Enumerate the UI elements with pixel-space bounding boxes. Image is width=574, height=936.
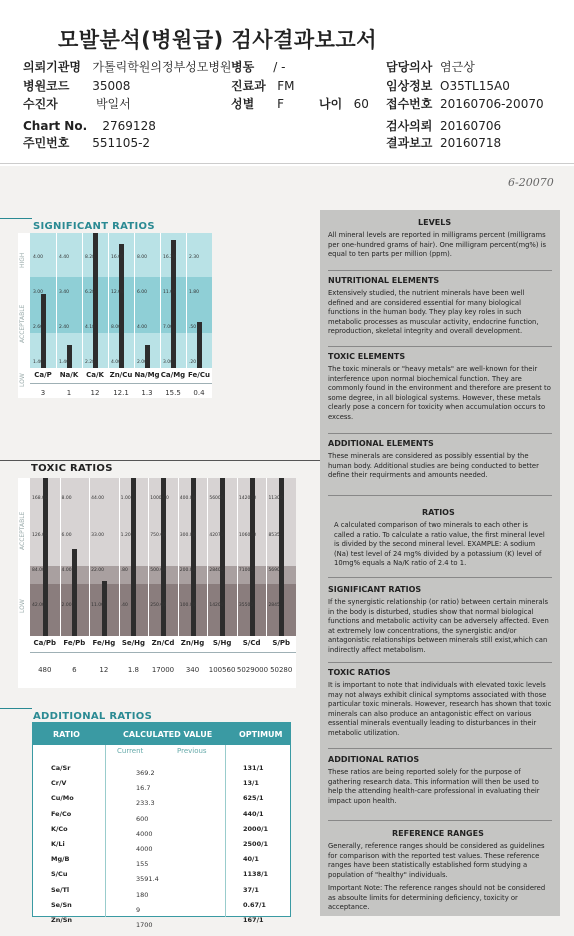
tick-label: 126.00 <box>32 533 48 538</box>
column-divider <box>82 233 83 368</box>
tick-label: 1.00 <box>120 496 131 501</box>
significant-ratios-title: SIGNIFICANT RATIOS <box>33 221 155 232</box>
nutritional-heading: NUTRITIONAL ELEMENTS <box>328 276 440 285</box>
ratio-current: 16.7 <box>136 784 151 793</box>
info-hospital-code: 병원코드 35008 <box>23 79 131 93</box>
tick-label: 8.00 <box>111 325 122 330</box>
ratio-label: Ca/Mg <box>160 371 186 379</box>
tick-label: 106080 <box>238 533 257 538</box>
tick-label: 1000.00 <box>150 496 169 501</box>
tick-label: 8.28 <box>85 255 96 260</box>
ratio-bar <box>102 581 107 636</box>
info-requested: 검사의뢰 20160706 <box>386 119 502 133</box>
info-patient: 수진자 박일서 <box>23 97 131 111</box>
column-divider <box>56 233 57 368</box>
tick-label: 300.00 <box>179 533 196 538</box>
tick-label: 28400 <box>209 568 224 573</box>
tick-label: 250.00 <box>150 603 166 608</box>
ratio-value: 12 <box>90 389 100 397</box>
toxic-elements-text: The toxic minerals or "heavy metals" are well-known for their interference upon normal biochemical function. They are commonly found in the environment and therefore are present to some degree, in all biological systems. However, these metals clearly pose a concern for toxicity when accumulation occurs to excess. <box>328 365 551 421</box>
tick-label: 33.00 <box>91 533 104 538</box>
col-divider <box>105 745 106 917</box>
tick-label: 11.00 <box>91 603 104 608</box>
column-divider <box>237 478 238 636</box>
ratio-bar <box>197 322 202 368</box>
tick-label: 44.00 <box>91 496 104 501</box>
divider <box>328 495 552 496</box>
tick-label: 16.00 <box>111 255 124 260</box>
info-department: 진료과 FM <box>231 79 295 93</box>
ratio-name: S/Cu <box>51 870 68 879</box>
column-divider <box>89 478 90 636</box>
tick-label: 5690 <box>268 568 280 573</box>
ratio-value: 17000 <box>151 666 175 674</box>
ratio-bar <box>72 549 77 636</box>
ratio-value: 1 <box>66 389 72 397</box>
column-divider <box>148 478 149 636</box>
sub-previous: Previous <box>177 747 207 755</box>
toxic-ratios-chart <box>18 478 296 688</box>
ratio-name: K/Li <box>51 840 65 848</box>
column-divider <box>186 233 187 368</box>
section-rule <box>0 708 32 709</box>
column-divider <box>160 233 161 368</box>
ratio-bar <box>43 478 48 636</box>
toxic-ratios-text: It is important to note that individuals with elevated toxic levels may not always exhibit clinical symptoms associated with those particular toxic minerals. However, research has shown that toxic minerals can also produce an antagonistic effect on various essential minerals eventually leading to disturbances in their metabolic utilization. <box>328 681 552 737</box>
tick-label: 42.00 <box>32 603 45 608</box>
ratio-name: Mg/B <box>51 855 70 864</box>
col-divider <box>225 745 226 917</box>
ratio-name: Se/Tl <box>51 885 70 894</box>
info-sex: 성별 F <box>231 97 284 111</box>
tick-label: 6.00 <box>61 533 72 538</box>
additional-ratios-heading: ADDITIONAL RATIOS <box>328 755 420 764</box>
ratio-label: Ca/P <box>34 371 52 379</box>
ratio-value: 15.5 <box>165 389 181 397</box>
ratio-name: Ca/Sr <box>51 764 71 772</box>
ratio-label: Fe/Pb <box>63 639 86 647</box>
ratio-value: 6 <box>72 666 77 674</box>
column-divider <box>119 478 120 636</box>
tick-label: 1.80 <box>189 290 200 295</box>
row-divider <box>30 383 212 384</box>
zone-label-acceptable: ACCEPTABLE <box>19 304 26 343</box>
ratio-optimum: 440/1 <box>243 809 264 818</box>
tick-label: 750.00 <box>150 533 166 538</box>
info-chart-no: Chart No. 2769128 <box>23 119 156 133</box>
column-divider <box>207 478 208 636</box>
info-doctor: 담당의사 염근상 <box>386 60 475 74</box>
column-divider <box>60 478 61 636</box>
tick-label: 42070 <box>209 533 224 538</box>
row-divider <box>30 652 296 653</box>
ratio-bar <box>119 244 124 368</box>
ratio-current: 180 <box>136 890 149 899</box>
tick-label: 11300 <box>268 496 283 501</box>
ratio-value: 480 <box>38 666 52 674</box>
ratio-bar <box>279 478 284 636</box>
tick-label: 4.00 <box>33 255 44 260</box>
tick-label: 1.20 <box>120 533 131 538</box>
tick-label: 3.00 <box>33 290 44 295</box>
ratio-label: S/Hg <box>212 639 232 647</box>
divider <box>328 346 552 347</box>
ratio-optimum: 1138/1 <box>243 870 268 879</box>
nutritional-text: Extensively studied, the nutrient minerals have been well defined and are considered essential for many biological functions in the human body. They play key roles in such metabolic processes as muscular activity, endocrine function, reproduction, skeletal integrity and overall development. <box>328 289 539 335</box>
tick-label: 100.00 <box>179 603 196 608</box>
ratio-label: Fe/Hg <box>92 639 116 647</box>
col-optimum: OPTIMUM <box>239 730 283 739</box>
tick-label: 8.00 <box>137 255 148 260</box>
divider <box>328 662 552 663</box>
ratio-optimum: 131/1 <box>243 764 264 772</box>
ratio-value: 5029000 <box>236 666 269 674</box>
ratio-value: 12 <box>99 666 109 674</box>
ratio-current: 4000 <box>136 829 153 838</box>
ratio-optimum: 167/1 <box>243 916 264 924</box>
ratios-heading: RATIOS <box>422 508 455 517</box>
col-ratio: RATIO <box>53 730 80 739</box>
tick-label: 8.00 <box>61 496 72 501</box>
ratio-current: 9 <box>136 905 141 914</box>
ratio-label: S/Pb <box>272 639 291 647</box>
info-accession: 접수번호 20160706-20070 <box>386 97 544 111</box>
tick-label: 500.00 <box>150 568 166 573</box>
sub-current: Current <box>117 747 144 755</box>
zone-label-high: HIGH <box>19 252 26 268</box>
ratio-label: Ca/Pb <box>33 639 57 647</box>
divider <box>328 270 552 271</box>
tick-label: 14200 <box>209 603 224 608</box>
ratio-value: 50280 <box>270 666 293 674</box>
ratio-name: Cr/V <box>51 779 67 788</box>
tick-label: 3.00 <box>163 360 174 365</box>
tick-label: 4.00 <box>61 568 72 573</box>
additional-elements-text: These minerals are considered as possibly essential by the human body. Additional studies are being conducted to better define their requirments and amounts needed. <box>328 452 539 479</box>
tick-label: 142000 <box>238 496 257 501</box>
divider <box>328 433 552 434</box>
ratio-label: Zn/Hg <box>180 639 205 647</box>
tick-label: 4.00 <box>137 325 148 330</box>
tick-label: 2.28 <box>85 360 96 365</box>
ratio-label: Na/Mg <box>134 371 160 379</box>
ratio-bar <box>161 478 166 636</box>
zone-label-low: LOW <box>19 373 26 387</box>
column-divider <box>178 478 179 636</box>
ratio-label: Zn/Cd <box>151 639 175 647</box>
ratio-name: Fe/Co <box>51 809 72 818</box>
ratio-label: Zn/Cu <box>109 371 133 379</box>
tick-label: 56000 <box>209 496 224 501</box>
tick-label: 1.40 <box>59 360 70 365</box>
tick-label: 4.00 <box>111 360 122 365</box>
col-calculated: CALCULATED VALUE <box>123 730 213 739</box>
tick-label: 168.00 <box>32 496 48 501</box>
info-age: 나이 60 <box>319 97 369 111</box>
tick-label: 8535 <box>268 533 280 538</box>
tick-label: 1.40 <box>33 360 44 365</box>
tick-label: 4.40 <box>59 255 70 260</box>
handwritten-note: 6-20070 <box>508 176 554 189</box>
header-divider <box>0 163 574 164</box>
additional-ratios-table <box>32 722 291 929</box>
info-institution: 의뢰기관명 가톨릭학원의정부성모병원 <box>23 60 232 74</box>
column-divider <box>108 233 109 368</box>
ratio-optimum: 2500/1 <box>243 840 268 848</box>
ratio-label: Na/K <box>59 371 79 379</box>
tick-label: 11.00 <box>163 290 176 295</box>
zone-label-low: LOW <box>19 599 26 613</box>
ratio-name: Se/Sn <box>51 900 72 909</box>
column-divider <box>134 233 135 368</box>
reference-text: Generally, reference ranges should be considered as guidelines for comparison with the reported test values. These reference ranges have been statistically established form studying a population of "healthy" individuals. <box>328 842 545 879</box>
ratio-current: 600 <box>136 814 149 823</box>
ratio-value: 12.1 <box>113 389 129 397</box>
section-rule <box>0 460 320 461</box>
tick-label: 2.00 <box>137 360 148 365</box>
tick-label: .80 <box>120 568 128 573</box>
ratio-name: K/Co <box>51 824 68 833</box>
ratio-current: 369.2 <box>136 769 155 777</box>
ratio-current: 3591.4 <box>136 875 159 884</box>
levels-heading: LEVELS <box>418 218 452 227</box>
section-rule <box>0 218 32 219</box>
tick-label: 71000 <box>238 568 254 573</box>
tick-label: 16.20 <box>163 255 176 260</box>
additional-elements-heading: ADDITIONAL ELEMENTS <box>328 439 434 448</box>
ratio-label: Se/Hg <box>121 639 146 647</box>
divider <box>328 820 552 821</box>
tick-label: .40 <box>120 603 128 608</box>
tick-label: 3.40 <box>59 290 70 295</box>
info-resident-id: 주민번호 551105-2 <box>23 136 151 150</box>
ratio-optimum: 40/1 <box>243 855 259 864</box>
ratio-optimum: 0.67/1 <box>243 900 266 909</box>
tick-label: 35500 <box>238 603 254 608</box>
ratio-optimum: 13/1 <box>243 779 259 788</box>
legend-panel <box>320 210 560 916</box>
tick-label: 22.00 <box>91 568 104 573</box>
ratio-current: 233.3 <box>136 799 155 808</box>
ratio-optimum: 2000/1 <box>243 824 268 833</box>
ratio-label: Fe/Cu <box>188 371 210 379</box>
ratio-bar <box>220 478 225 636</box>
ratio-bar <box>131 478 136 636</box>
zone-label-acceptable: ACCEPTABLE <box>19 511 26 550</box>
tick-label: 7.00 <box>163 325 174 330</box>
additional-ratios-text: These ratios are being reported solely for the purpose of gathering research data. This information will then be used to help the attending health-care professional in evaluating their impact upon health. <box>328 768 540 805</box>
toxic-ratios-title: TOXIC RATIOS <box>31 463 113 474</box>
ratio-value: 1.8 <box>127 666 139 674</box>
ratio-bar <box>93 233 98 368</box>
ratio-value: 340 <box>185 666 200 674</box>
important-note: Important Note: The reference ranges should not be considered as absoulte limits for determining deficiency, toxicity or acceptance. <box>328 884 546 911</box>
ratio-value: 1.3 <box>141 389 153 397</box>
tick-label: .50 <box>189 325 197 330</box>
table-header <box>33 723 290 745</box>
tick-label: 2.40 <box>59 325 70 330</box>
ratio-bar <box>41 294 46 368</box>
tick-label: 200.00 <box>179 568 196 573</box>
column-divider <box>266 478 267 636</box>
reference-heading: REFERENCE RANGES <box>392 829 484 838</box>
tick-label: 4.18 <box>85 325 96 330</box>
significant-ratios-chart <box>18 233 212 398</box>
additional-ratios-title: ADDITIONAL RATIOS <box>33 711 153 722</box>
tick-label: 2845 <box>268 603 280 608</box>
ratio-optimum: 37/1 <box>243 885 259 894</box>
report-title: 모발분석(병원급) 검사결과보고서 <box>58 28 378 52</box>
tick-label: 84.00 <box>32 568 45 573</box>
tick-label: 2.30 <box>189 255 200 260</box>
ratio-optimum: 625/1 <box>243 794 264 803</box>
toxic-elements-heading: TOXIC ELEMENTS <box>328 352 406 361</box>
ratio-value: 100560 <box>208 666 236 674</box>
tick-label: 6.28 <box>85 290 96 295</box>
significant-heading: SIGNIFICANT RATIOS <box>328 585 422 594</box>
info-ward: 병동 / - <box>231 60 286 74</box>
divider <box>328 577 552 578</box>
tick-label: 2.60 <box>33 325 44 330</box>
toxic-ratios-heading: TOXIC RATIOS <box>328 668 391 677</box>
ratio-label: S/Cd <box>242 639 261 647</box>
ratio-value: 0.4 <box>193 389 205 397</box>
ratio-name: Cu/Mo <box>51 794 74 803</box>
significant-text: If the synergistic relationship (or ratio) between certain minerals in the body is disturbed, studies show that normal biological functions and metabolic activity can be adversely affected. Even at extremely low concentrations, the synergistic and/or antagonistic relationships between minerals still exist,which can indirectly affect metabolism. <box>328 598 549 654</box>
info-reported: 결과보고 20160718 <box>386 136 502 150</box>
ratio-label: Ca/K <box>86 371 104 379</box>
ratio-name: Zn/Sn <box>51 916 73 924</box>
ratio-value: 3 <box>40 389 46 397</box>
ratios-text: A calculated comparison of two minerals to each other is called a ratio. To calculate a ratio value, the first mineral level is divided by the second mineral level. EXAMPLE: A sodium (Na) test level of 24 mg% divided by a potassium (K) level of 10mg% equals a Na/K ratio of 2.4 to 1. <box>334 521 545 567</box>
ratio-current: 4000 <box>136 845 153 853</box>
ratio-current: 1700 <box>136 921 153 929</box>
tick-label: 400.00 <box>179 496 196 501</box>
divider <box>328 748 552 749</box>
ratio-bar <box>191 478 196 636</box>
levels-text: All mineral levels are reported in milligrams percent (milligrams per one-hundred grams of hair). One milligram percent(mg%) is equal to ten parts per million (ppm). <box>328 231 547 258</box>
tick-label: 6.00 <box>137 290 148 295</box>
tick-label: 2.00 <box>61 603 72 608</box>
tick-label: .20 <box>189 360 197 365</box>
tick-label: 12.00 <box>111 290 124 295</box>
info-clinical: 임상정보 O35TL15A0 <box>386 79 510 93</box>
ratio-bar <box>250 478 255 636</box>
ratio-current: 155 <box>136 860 149 869</box>
